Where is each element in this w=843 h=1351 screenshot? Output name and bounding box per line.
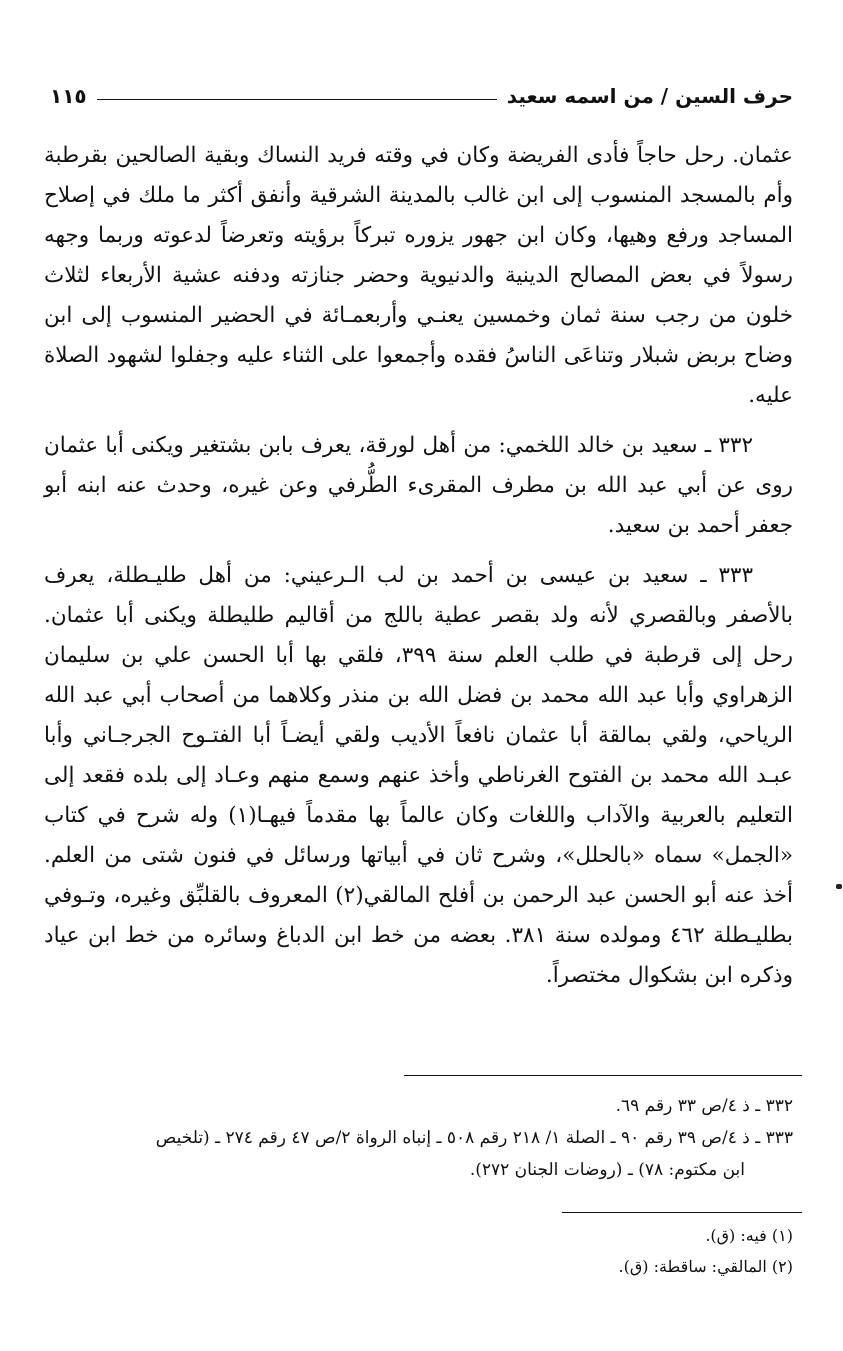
- source-line: ٣٣٣ ـ ذ ٤/ص ٣٩ رقم ٩٠ ـ الصلة ١/ ٢١٨ رقم ٥٠٨ ـ إنباه الرواة ٢/ص ٤٧ رقم ٢٧٤ ـ (تلخيص: [155, 1128, 793, 1148]
- running-header: [50, 78, 793, 114]
- note-line: (١) فيه: (ق).: [705, 1226, 793, 1245]
- page-number: ١١٥: [50, 84, 87, 108]
- notes-rule: [562, 1212, 802, 1213]
- main-text: [44, 136, 793, 1006]
- sources-rule: [404, 1075, 802, 1076]
- source-line: ٣٣٢ ـ ذ ٤/ص ٣٣ رقم ٦٩.: [615, 1096, 793, 1116]
- header-rule: [97, 99, 497, 100]
- running-title: حرف السين / من اسمه سعيد: [506, 84, 793, 108]
- note-line: (٢) المالقي: ساقطة: (ق).: [618, 1257, 793, 1276]
- entry-332: ٣٣٢ ـ سعيد بن خالد اللخمي: من أهل لورقة، يعرف بابن بشتغير ويكنى أبا عثمان روى عن أبي عبد الله بن مطرف المقرىء الطُّرفي وعن غيره، وحدث عنه ابنه أبو جعفر أحمد بن سعيد.: [44, 433, 793, 538]
- paragraph-continuation: عثمان. رحل حاجاً فأدى الفريضة وكان في وقته فريد النساك وبقية الصالحين بقرطبة وأم بالمسجد المنسوب إلى ابن غالب بالمدينة الشرقية وأنفق أكثر ما ملك في إصلاح المساجد ورفع وهيها، وكان ابن جهور يزوره تبركاً برؤيته وتعرضاً لدعوته وربما وجهه رسولاً في بعض المصالح الدينية والدنيوية وحضر جنازته ودفنه عشية الأربعاء لثلاث خلون من رجب سنة ثمان وخمسين يعنـي وأربعمـائة في الحضير المنسوب إلى ابن وضاح بربض شبلار وتناعَى الناسُ فقده وأجمعوا على الثناء عليه وجفلوا لشهود الصلاة عليه.: [44, 143, 793, 408]
- margin-mark: [836, 884, 842, 889]
- textual-notes: [44, 1220, 793, 1282]
- entry-333: ٣٣٣ ـ سعيد بن عيسى بن أحمد بن لب الـرعيني: من أهل طليـطلة، يعرف بالأصفر وبالقصري لأنه ولد بقصر عطية باللج من أقاليم طليطلة ويكنى أبا عثمان. رحل إلى قرطبة في طلب العلم سنة ٣٩٩، فلقي بها أبا الحسن علي بن سليمان الزهراوي وأبا عبد الله محمد بن فضل الله بن منذر وكلاهما من أصحاب أبي عبد الله الرياحي، ولقي بمالقة أبا عثمان نافعاً الأديب ولقي أيضـاً أبا الفتـوح الجرجـاني وأبا عبـد الله محمد بن الفتوح الغرناطي وأخذ عنهم وسمع منهم وعـاد إلى بلده فقعد إلى التعليم بالعربية والآداب واللغات وكان عالماً بها مقدماً فيهـا(١) وله شرح في كتاب «الجمل» سماه «بالحلل»، وشرح ثان في أبياتها ورسائل في فنون شتى من العلم. أخذ عنه أبو الحسن عبد الرحمن بن أفلح المالقي(٢) المعروف بالقلبِّق وغيره، وتـوفي بطليـطلة ٤٦٢ ومولده سنة ٣٨١. بعضه من خط ابن الدباغ وسائره من خط ابن عياد وذكره ابن بشكوال مختصراً.: [44, 563, 794, 988]
- source-line: ابن مكتوم: ٧٨) ـ (روضات الجنان ٢٧٢).: [469, 1160, 745, 1180]
- sources-footnotes: [44, 1090, 793, 1186]
